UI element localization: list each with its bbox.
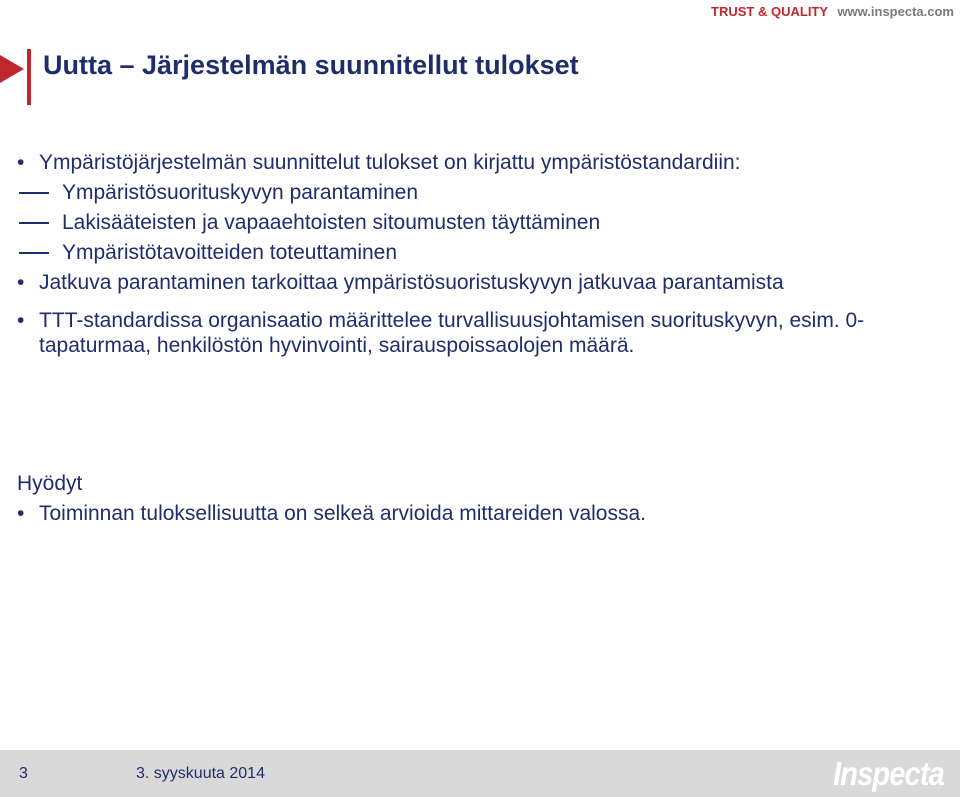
list-subitem-text: Lakisääteisten ja vapaaehtoisten sitoumusten täyttäminen bbox=[62, 211, 601, 234]
brand-header bbox=[711, 4, 954, 19]
list-subitem bbox=[0, 208, 940, 238]
list-item-text: Ympäristöjärjestelmän suunnittelut tulokset on kirjattu ympäristöstandardiin: bbox=[39, 151, 741, 174]
brand-url: www.inspecta.com bbox=[837, 4, 954, 19]
accent-triangle-icon bbox=[0, 55, 24, 83]
page-number: 3 bbox=[19, 765, 28, 782]
list-item bbox=[0, 148, 940, 178]
list-item bbox=[0, 308, 940, 358]
bullet-icon: • bbox=[17, 151, 25, 174]
benefits-heading: Hyödyt bbox=[17, 472, 83, 495]
content-list bbox=[0, 148, 940, 358]
list-item-text: Toiminnan tuloksellisuutta on selkeä arvioida mittareiden valossa. bbox=[39, 502, 646, 525]
bullet-icon: • bbox=[17, 309, 25, 332]
footer-bar bbox=[0, 750, 960, 797]
list-item bbox=[0, 499, 940, 529]
list-item-text: TTT-standardissa organisaatio määrittelee turvallisuusjohtamisen suorituskyvyn, esim. 0-tapaturmaa, henkilöstön hyvinvointi, sairauspoissaolojen määrä. bbox=[39, 309, 865, 357]
dash-icon bbox=[19, 192, 49, 194]
accent-bar bbox=[27, 49, 31, 105]
benefits-section bbox=[0, 469, 940, 529]
brand-tagline: TRUST & QUALITY bbox=[711, 4, 828, 19]
list-subitem-text: Ympäristösuorituskyvyn parantaminen bbox=[62, 181, 418, 204]
dash-icon bbox=[19, 222, 49, 224]
dash-icon bbox=[19, 252, 49, 254]
bullet-icon: • bbox=[17, 502, 25, 525]
list-subitem-text: Ympäristötavoitteiden toteuttaminen bbox=[62, 241, 398, 264]
list-subitem bbox=[0, 178, 940, 208]
bullet-icon: • bbox=[17, 271, 25, 294]
list-item-text: Jatkuva parantaminen tarkoittaa ympäristösuoristuskyvyn jatkuvaa parantamista bbox=[39, 271, 784, 294]
slide-title: Uutta – Järjestelmän suunnitellut tulokset bbox=[43, 50, 579, 80]
list-item bbox=[0, 268, 940, 298]
inspecta-logo: Inspecta bbox=[833, 755, 944, 792]
list-subitem bbox=[0, 238, 940, 268]
footer-date: 3. syyskuuta 2014 bbox=[136, 765, 265, 782]
